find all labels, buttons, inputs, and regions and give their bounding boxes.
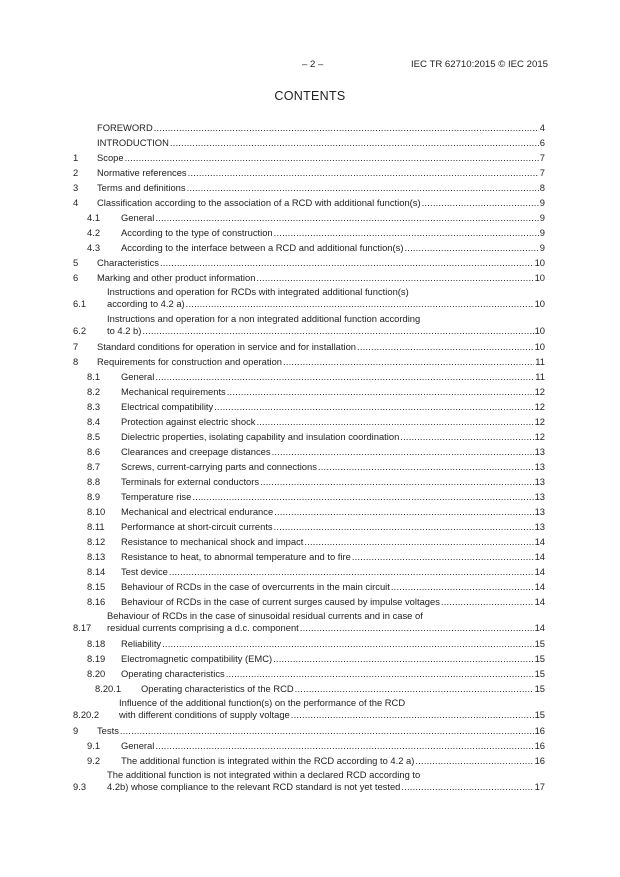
toc-page-number: 11 [535, 356, 545, 367]
toc-entry-title: Electrical compatibility [121, 401, 214, 412]
toc-page-number: 12 [534, 401, 545, 412]
dot-leader [422, 195, 539, 210]
toc-entry-number: 8.19 [87, 653, 106, 664]
toc-entry-title: The additional function is integrated within the RCD according to 4.2 a) [121, 755, 415, 766]
toc-entry[interactable] [73, 240, 545, 255]
toc-page-number: 12 [534, 386, 545, 397]
toc-entry-number: 9.2 [87, 755, 101, 766]
toc-entry[interactable] [73, 459, 545, 474]
toc-page-number: 7 [539, 152, 545, 163]
toc-entry[interactable] [73, 666, 545, 681]
dot-leader [226, 666, 534, 681]
dot-leader [274, 504, 533, 519]
dot-leader [441, 594, 534, 609]
toc-page-number: 14 [534, 596, 545, 607]
dot-leader [187, 180, 539, 195]
dot-leader [274, 225, 539, 240]
dot-leader [274, 519, 534, 534]
toc-entry-title: Mechanical requirements [121, 386, 226, 397]
toc-entry-title: according to 4.2 a) [107, 298, 185, 309]
toc-entry[interactable] [73, 339, 545, 354]
toc-entry-title: Standard conditions for operation in service and for installation [97, 341, 357, 352]
dot-leader [142, 325, 533, 337]
dot-leader [192, 489, 533, 504]
toc-entry[interactable] [73, 768, 545, 795]
dot-leader [256, 414, 533, 429]
toc-entry-title: residual currents comprising a d.c. component [107, 622, 299, 633]
toc-entry-title: Behaviour of RCDs in the case of overcurrents in the main circuit [121, 581, 390, 592]
toc-entry-number: 2 [73, 167, 79, 178]
toc-entry-title: According to the type of construction [121, 227, 273, 238]
toc-page-number: 9 [539, 212, 545, 223]
toc-entry-title: Test device [121, 566, 168, 577]
toc-entry-title: Clearances and creepage distances [121, 446, 271, 457]
toc-entry-title: INTRODUCTION [97, 137, 169, 148]
dot-leader [154, 120, 539, 135]
toc-entry-title: Behaviour of RCDs in the case of current surges caused by impulse voltages [121, 596, 440, 607]
toc-entry[interactable] [73, 285, 545, 312]
toc-entry-number: 8.20.1 [95, 683, 122, 694]
toc-entry[interactable] [73, 270, 545, 285]
dot-leader [155, 210, 538, 225]
toc-page-number: 13 [534, 461, 545, 472]
dot-leader [357, 339, 534, 354]
toc-entry-number: 8.20 [87, 668, 106, 679]
toc-entry-number: 8.1 [87, 371, 101, 382]
toc-entry[interactable] [73, 504, 545, 519]
toc-entry-number: 5 [73, 257, 79, 268]
toc-entry-number: 8.13 [87, 551, 106, 562]
dot-leader [404, 240, 538, 255]
toc-entry-number: 8.2 [87, 386, 101, 397]
toc-page-number: 17 [534, 781, 545, 792]
document-reference: IEC TR 62710:2015 © IEC 2015 [410, 59, 548, 70]
toc-page-number: 14 [534, 622, 545, 633]
toc-entry-number: 6 [73, 272, 79, 283]
toc-entry-number: 8.14 [87, 566, 106, 577]
toc-entry-number: 8.20.2 [73, 709, 100, 720]
toc-entry[interactable] [73, 474, 545, 489]
toc-entry-title: Normative references [97, 167, 187, 178]
toc-entry[interactable] [73, 444, 545, 459]
toc-entry-title: Characteristics [97, 257, 159, 268]
toc-page-number: 15 [534, 653, 545, 664]
dot-leader [291, 709, 534, 721]
toc-entry[interactable] [73, 195, 545, 210]
toc-entry-title: General [121, 740, 155, 751]
toc-entry[interactable] [73, 609, 545, 636]
toc-entry[interactable] [73, 564, 545, 579]
toc-entry[interactable] [73, 414, 545, 429]
toc-entry-title: Performance at short-circuit currents [121, 521, 273, 532]
dot-leader [162, 636, 533, 651]
page-number-header: – 2 – [302, 59, 324, 70]
toc-page-number: 10 [534, 325, 545, 336]
table-of-contents [73, 120, 545, 795]
toc-entry-number: 9.3 [73, 781, 87, 792]
toc-entry-title: Electromagnetic compatibility (EMC) [121, 653, 273, 664]
toc-entry-number: 8.15 [87, 581, 106, 592]
dot-leader [401, 781, 533, 793]
toc-entry[interactable] [73, 681, 545, 696]
toc-page-number: 13 [534, 506, 545, 517]
toc-entry-title: Temperature rise [121, 491, 192, 502]
dot-leader [160, 255, 534, 270]
toc-page-number: 15 [534, 709, 545, 720]
toc-entry-number: 8.10 [87, 506, 106, 517]
toc-entry-title: Reliability [121, 638, 162, 649]
toc-entry[interactable] [73, 549, 545, 564]
toc-entry-title: Operating characteristics of the RCD [141, 683, 294, 694]
dot-leader [188, 165, 539, 180]
page-title: CONTENTS [274, 89, 346, 103]
toc-page-number: 12 [534, 416, 545, 427]
toc-entry-title: Resistance to mechanical shock and impact [121, 536, 304, 547]
dot-leader [227, 384, 534, 399]
toc-page-number: 10 [534, 298, 545, 309]
toc-entry-number: 8.12 [87, 536, 106, 547]
toc-page-number: 13 [534, 521, 545, 532]
toc-entry-title: Tests [97, 725, 119, 736]
toc-entry-title-first-line: Behaviour of RCDs in the case of sinusoidal residual currents and in case of [107, 610, 423, 621]
dot-leader [260, 474, 533, 489]
toc-entry-title: 4.2b) whose compliance to the relevant RCD standard is not yet tested [107, 781, 401, 792]
toc-entry[interactable] [73, 534, 545, 549]
toc-entry-title: Scope [97, 152, 124, 163]
toc-entry[interactable] [73, 594, 545, 609]
toc-entry[interactable] [73, 135, 545, 150]
toc-entry[interactable] [73, 225, 545, 240]
toc-entry-title: Screws, current-carrying parts and connections [121, 461, 317, 472]
toc-entry-title: Operating characteristics [121, 668, 225, 679]
toc-page-number: 10 [534, 272, 545, 283]
dot-leader [120, 723, 534, 738]
dot-leader [304, 534, 533, 549]
toc-entry-title: According to the interface between a RCD and additional function(s) [121, 242, 404, 253]
toc-entry[interactable] [73, 180, 545, 195]
toc-entry-title: Dielectric properties, isolating capability and insulation coordination [121, 431, 400, 442]
toc-entry[interactable] [73, 399, 545, 414]
toc-entry-title-first-line: Influence of the additional function(s) on the performance of the RCD [119, 697, 406, 708]
toc-entry[interactable] [73, 354, 545, 369]
toc-entry[interactable] [73, 150, 545, 165]
toc-entry-title: to 4.2 b) [107, 325, 142, 336]
dot-leader [318, 459, 534, 474]
toc-entry-number: 9.1 [87, 740, 101, 751]
toc-page-number: 9 [539, 227, 545, 238]
toc-entry-title: Mechanical and electrical endurance [121, 506, 274, 517]
toc-entry-number: 8.6 [87, 446, 101, 457]
toc-entry-number: 8 [73, 356, 79, 367]
toc-entry[interactable] [73, 636, 545, 651]
dot-leader [214, 399, 533, 414]
toc-page-number: 16 [534, 740, 545, 751]
toc-entry-number: 4.2 [87, 227, 101, 238]
toc-entry-title: Classification according to the association of a RCD with additional function(s) [97, 197, 421, 208]
dot-leader [125, 150, 539, 165]
toc-entry[interactable] [73, 651, 545, 666]
toc-entry-number: 1 [73, 152, 79, 163]
toc-entry-title: Terminals for external conductors [121, 476, 260, 487]
toc-entry-number: 8.17 [73, 622, 92, 633]
toc-page-number: 14 [534, 581, 545, 592]
toc-page-number: 4 [539, 122, 545, 133]
toc-page-number: 12 [534, 431, 545, 442]
toc-entry-number: 7 [73, 341, 79, 352]
toc-entry-number: 4.1 [87, 212, 101, 223]
toc-entry-number: 4.3 [87, 242, 101, 253]
dot-leader [391, 579, 534, 594]
toc-page-number: 15 [534, 638, 545, 649]
toc-entry-title: FOREWORD [97, 122, 153, 133]
toc-page-number: 14 [534, 536, 545, 547]
dot-leader [186, 298, 534, 310]
toc-entry[interactable] [73, 519, 545, 534]
toc-entry-title: General [121, 371, 155, 382]
toc-entry[interactable] [73, 579, 545, 594]
toc-entry-number: 6.1 [73, 298, 87, 309]
toc-entry[interactable] [73, 429, 545, 444]
toc-page-number: 13 [534, 491, 545, 502]
toc-page-number: 10 [534, 257, 545, 268]
dot-leader [169, 564, 534, 579]
toc-entry-title: Resistance to heat, to abnormal temperature and to fire [121, 551, 351, 562]
toc-entry[interactable] [73, 312, 545, 339]
toc-entry-number: 8.3 [87, 401, 101, 412]
toc-entry-title: General [121, 212, 155, 223]
toc-page-number: 14 [534, 551, 545, 562]
dot-leader [400, 429, 533, 444]
toc-page-number: 15 [534, 668, 545, 679]
dot-leader [415, 753, 533, 768]
dot-leader [273, 651, 533, 666]
toc-entry-number: 8.11 [87, 521, 105, 532]
toc-entry[interactable] [73, 384, 545, 399]
toc-entry[interactable] [73, 723, 545, 738]
toc-entry[interactable] [73, 738, 545, 753]
dot-leader [283, 354, 534, 369]
toc-entry[interactable] [73, 369, 545, 384]
toc-entry[interactable] [73, 696, 545, 723]
toc-entry-number: 8.7 [87, 461, 101, 472]
toc-entry[interactable] [73, 255, 545, 270]
toc-entry-title: Requirements for construction and operation [97, 356, 283, 367]
toc-page-number: 16 [534, 755, 545, 766]
toc-entry[interactable] [73, 489, 545, 504]
toc-entry-number: 8.16 [87, 596, 106, 607]
toc-entry-number: 8.5 [87, 431, 101, 442]
dot-leader [352, 549, 534, 564]
dot-leader [155, 369, 534, 384]
toc-page-number: 11 [535, 371, 545, 382]
toc-entry-number: 8.9 [87, 491, 101, 502]
toc-page-number: 6 [539, 137, 545, 148]
toc-entry[interactable] [73, 120, 545, 135]
toc-page-number: 13 [534, 476, 545, 487]
toc-page-number: 8 [539, 182, 545, 193]
toc-page-number: 7 [539, 167, 545, 178]
toc-entry[interactable] [73, 210, 545, 225]
toc-page-number: 15 [534, 683, 545, 694]
dot-leader [300, 622, 534, 634]
toc-entry-number: 8.18 [87, 638, 106, 649]
toc-entry-number: 8.8 [87, 476, 101, 487]
toc-page-number: 9 [539, 242, 545, 253]
toc-page-number: 14 [534, 566, 545, 577]
dot-leader [256, 270, 533, 285]
toc-entry-number: 8.4 [87, 416, 101, 427]
toc-entry-title-first-line: Instructions and operation for a non integrated additional function according [107, 313, 421, 324]
toc-entry-number: 4 [73, 197, 79, 208]
dot-leader [295, 681, 534, 696]
toc-entry-title: Terms and definitions [97, 182, 186, 193]
toc-entry[interactable] [73, 753, 545, 768]
toc-entry-number: 9 [73, 725, 79, 736]
dot-leader [155, 738, 533, 753]
toc-entry-number: 3 [73, 182, 79, 193]
dot-leader [272, 444, 534, 459]
toc-entry-number: 6.2 [73, 325, 87, 336]
toc-page-number: 9 [539, 197, 545, 208]
toc-entry-title-first-line: The additional function is not integrated within a declared RCD according to [107, 769, 421, 780]
toc-page-number: 16 [534, 725, 545, 736]
toc-page-number: 10 [534, 341, 545, 352]
toc-entry-title: Protection against electric shock [121, 416, 256, 427]
toc-entry-title: Marking and other product information [97, 272, 256, 283]
toc-page-number: 13 [534, 446, 545, 457]
toc-entry-title: with different conditions of supply voltage [119, 709, 290, 720]
dot-leader [170, 135, 539, 150]
toc-entry[interactable] [73, 165, 545, 180]
toc-entry-title-first-line: Instructions and operation for RCDs with integrated additional function(s) [107, 286, 409, 297]
